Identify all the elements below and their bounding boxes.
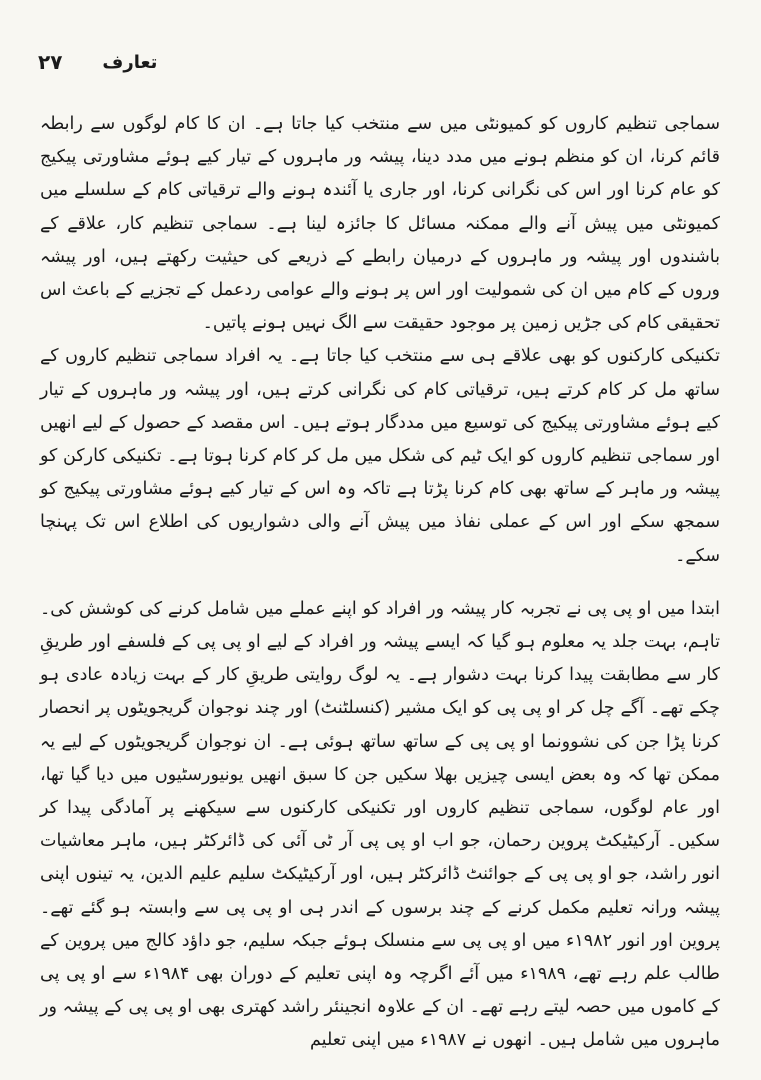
paragraph: تکنیکی کارکنوں کو بھی علاقے ہی سے منتخب کیا جاتا ہے۔ یہ افراد سماجی تنظیم کاروں کے ساتھ مل کر کام کرتے ہیں، ترقیاتی کام کی نگرانی کرتے ہیں، اور پیشہ ور ماہروں کے تیار کیے ہوئے مشاورتی پیکیج کی توسیع میں مددگار ہوتے ہیں۔ اس مقصد کے حصول کے لیے انھیں اور سماجی تنظیم کاروں کو ایک ٹیم کی شکل میں مل کر کام کرنا ہوتا ہے۔ تکنیکی کارکن کو پیشہ ور ماہر کے ساتھ بھی کام کرنا پڑتا ہے تاکہ وہ اس کے تیار کیے ہوئے مشاورتی پیکیج کو سمجھ سکے اور اس کے عملی نفاذ میں پیش آنے والی دشواریوں کی اطلاع اس تک پہنچا سکے۔ xyxy=(40,346,720,566)
running-title: تعارف xyxy=(102,51,158,73)
paragraph: سماجی تنظیم کاروں کو کمیونٹی میں سے منتخب کیا جاتا ہے۔ ان کا کام لوگوں سے رابطہ قائم کرنا، ان کو منظم ہونے میں مدد دینا، پیشہ ور ماہروں کے تیار کیے ہوئے مشاورتی پیکیج کو عام کرنا اور اس کی نگرانی کرنا، اور جاری یا آئندہ ہونے والے ترقیاتی کام کے سلسلے میں کمیونٹی میں پیش آنے والے ممکنہ مسائل کا جائزہ لینا ہے۔ سماجی تنظیم کار، علاقے کے باشندوں اور پیشہ ور ماہروں کے درمیان رابطے کے ذریعے کی حیثیت رکھتے ہیں، اور پیشہ وروں کے کام میں ان کی شمولیت اور اس پر ہونے والے عوامی ردعمل کے تجزیے کے باعث اس تحقیقی کام کی جڑیں زمین پر موجود حقیقت سے الگ نہیں ہونے پاتیں۔ xyxy=(40,114,720,334)
page-body xyxy=(40,108,720,1058)
page-number: ۲۷ xyxy=(38,50,63,74)
page-header xyxy=(38,42,338,82)
paragraph: ابتدا میں او پی پی نے تجربہ کار پیشہ ور افراد کو اپنے عملے میں شامل کرنے کی کوشش کی۔ تاہم، بہت جلد یہ معلوم ہو گیا کہ ایسے پیشہ ور افراد کے لیے او پی پی کے فلسفے اور طریقِ کار سے مطابقت پیدا کرنا بہت دشوار ہے۔ یہ لوگ روایتی طریقِ کار کے بہت زیادہ عادی ہو چکے تھے۔ آگے چل کر او پی پی کو ایک مشیر (کنسلٹنٹ) اور چند نوجوان گریجویٹوں پر انحصار کرنا پڑا جن کی نشوونما او پی پی کے ساتھ ساتھ ہوئی ہے۔ ان نوجوان گریجویٹوں کے لیے یہ ممکن تھا کہ وہ بعض ایسی چیزیں بھلا سکیں جن کا سبق انھیں یونیورسٹیوں میں دیا گیا تھا، اور عام لوگوں، سماجی تنظیم کاروں اور تکنیکی کارکنوں سے سیکھنے پر آمادگی پیدا کر سکیں۔ آرکیٹیکٹ پروین رحمان، جو اب او پی پی آر ٹی آئی کی ڈائرکٹر ہیں، ماہر معاشیات انور راشد، جو او پی پی کے جوائنٹ ڈائرکٹر ہیں، اور آرکیٹیکٹ سلیم علیم الدین، یہ تینوں اپنی پیشہ ورانہ تعلیم مکمل کرنے کے چند برسوں کے اندر ہی او پی پی سے وابستہ ہو گئے تھے۔ پروین اور انور ۱۹۸۲ء میں او پی پی سے منسلک ہوئے جبکہ سلیم، جو داؤد کالج میں پروین کے طالب علم رہے تھے، ۱۹۸۹ء میں آئے اگرچہ وہ اپنی تعلیم کے دوران بھی ۱۹۸۴ء سے او پی پی کے کاموں میں حصہ لیتے رہے تھے۔ ان کے علاوہ انجینئر راشد کھتری بھی او پی پی کے پیشہ ور ماہروں میں شامل ہیں۔ انھوں نے ۱۹۸۷ء میں اپنی تعلیم xyxy=(40,598,720,1051)
